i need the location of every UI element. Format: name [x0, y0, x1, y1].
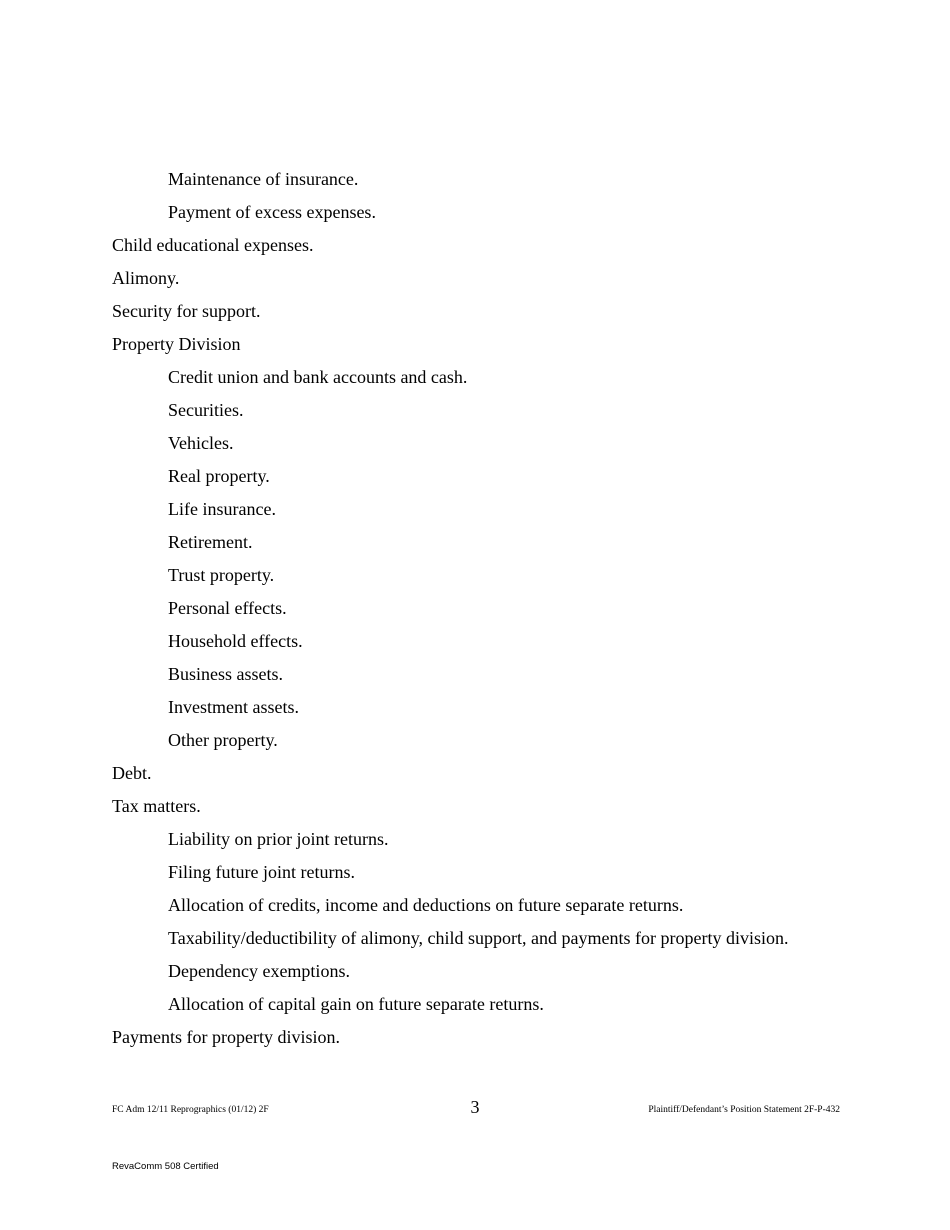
topic-item: Child educational expenses.	[112, 235, 314, 255]
sub-item: Retirement.	[168, 532, 253, 552]
sub-item: Real property.	[168, 466, 270, 486]
topic-item: Payments for property division.	[112, 1027, 340, 1047]
sub-item: Business assets.	[168, 664, 284, 684]
sub-item: Credit union and bank accounts and cash.	[168, 367, 468, 387]
sub-item: Maintenance of insurance.	[168, 169, 359, 189]
sub-item: Allocation of capital gain on future separate returns.	[168, 994, 544, 1014]
topic-item: Alimony.	[112, 268, 180, 288]
sub-item: Trust property.	[168, 565, 275, 585]
certification-note: RevaComm 508 Certified	[112, 1161, 219, 1172]
sub-item: Dependency exemptions.	[168, 961, 350, 981]
form-title: Plaintiff/Defendant’s Position Statement 2F-P-432	[648, 1105, 840, 1115]
sub-item: Other property.	[168, 730, 278, 750]
sub-item: Taxability/deductibility of alimony, child support, and payments for property division.	[168, 928, 789, 948]
sub-item: Securities.	[168, 400, 244, 420]
topic-item: Property Division	[112, 334, 241, 354]
sub-item: Personal effects.	[168, 598, 287, 618]
topic-item: Tax matters.	[112, 796, 201, 816]
sub-item: Payment of excess expenses.	[168, 202, 376, 222]
form-code: FC Adm 12/11 Reprographics (01/12) 2F	[112, 1105, 269, 1115]
sub-item: Liability on prior joint returns.	[168, 829, 389, 849]
sub-item: Allocation of credits, income and deductions on future separate returns.	[168, 895, 684, 915]
sub-item: Filing future joint returns.	[168, 862, 355, 882]
sub-item: Life insurance.	[168, 499, 276, 519]
sub-item: Vehicles.	[168, 433, 234, 453]
sub-item: Investment assets.	[168, 697, 299, 717]
topic-item: Security for support.	[112, 301, 261, 321]
page-number: 3	[470, 1097, 480, 1117]
sub-item: Household effects.	[168, 631, 303, 651]
topic-item: Debt.	[112, 763, 152, 783]
